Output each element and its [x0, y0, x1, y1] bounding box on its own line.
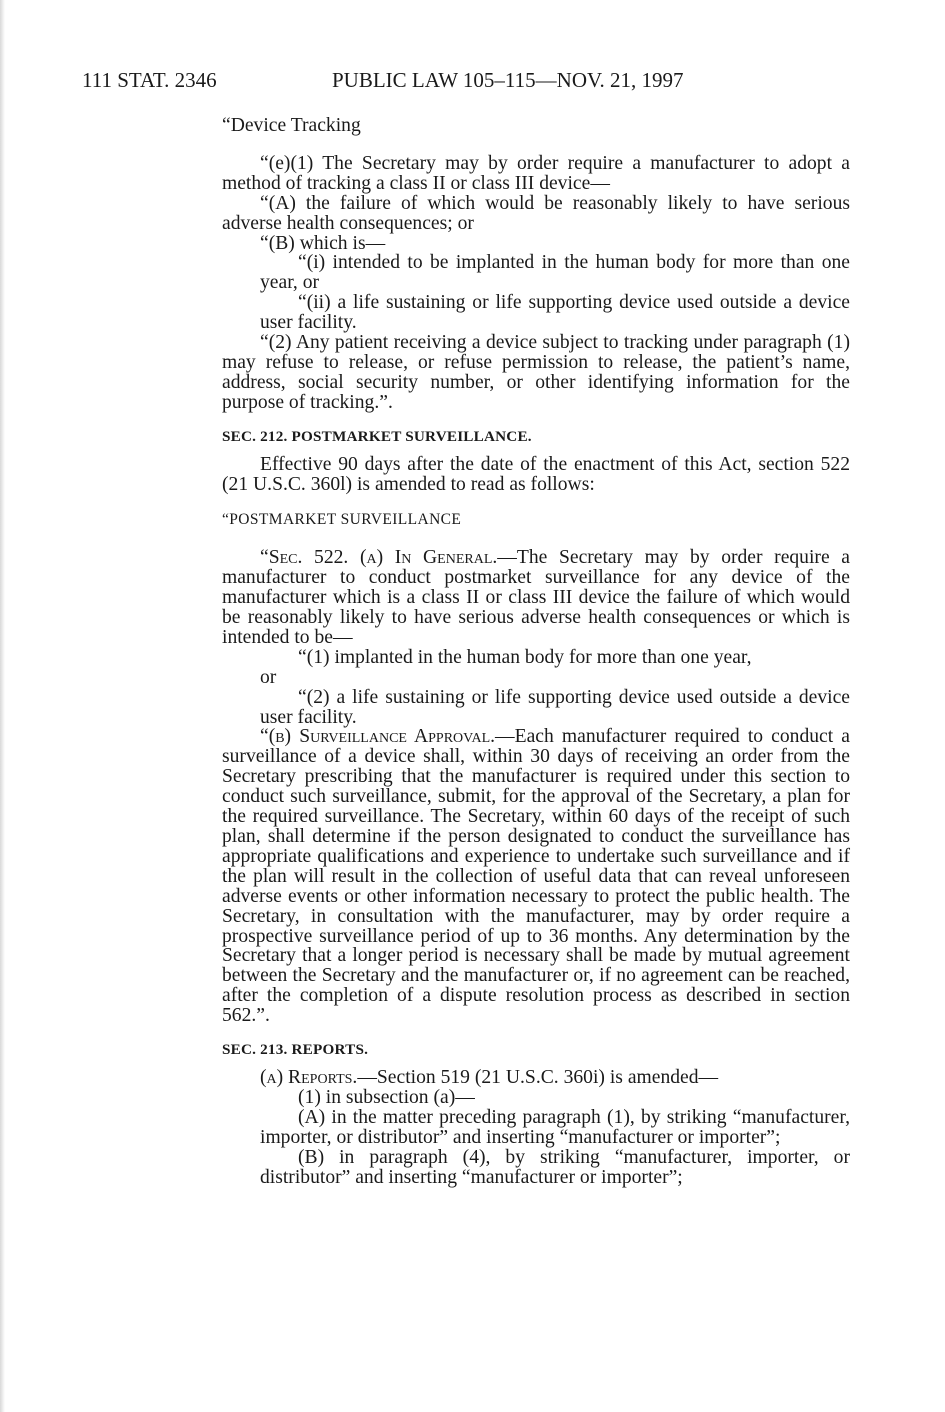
- sec-213-a-prefix: (a) Reports.: [260, 1066, 358, 1088]
- page-edge: [0, 0, 5, 1412]
- sec-522-b-text: —Each manufacturer required to conduct a surveillance of a device shall, within 30 days of receiving an order from the Secretary prescribing that the manufacturer is required under this section to conduct such surveillance, submit, for the approval of the Secretary, a plan for the required surveillance. The Secretary, within 60 days of the receipt of such plan, shall determine if the person designated to conduct the surveillance has appropriate qualifications and experience to undertake such surveillance and if the plan will result in the collection of useful data that can reveal unforeseen adverse events or other information necessary to protect the public health. The Secretary, in consultation with the manufacturer, may by order require a prospective surveillance period of up to 36 months. Any determination by the Secretary that a longer period is necessary shall be made by mutual agreement between the Secretary and the manufacturer or, if no agreement can be reached, after the completion of a dispute resolution process as described in section 562.”.: [222, 726, 851, 1027]
- sec-213-item-1: (1) in subsection (a)—: [298, 1086, 475, 1108]
- sec-522-paragraph-1: “(1) implanted in the human body for more than one year,: [298, 646, 752, 668]
- sec-212-intro: Effective 90 days after the date of the enactment of this Act, section 522 (21 U.S.C. 360l) is amended to read as follows:: [222, 453, 850, 495]
- public-law-citation: PUBLIC LAW 105–115—NOV. 21, 1997: [332, 68, 684, 92]
- paragraph-2: “(2) Any patient receiving a device subject to tracking under paragraph (1) may refuse to release, or refuse permission to release, the patient’s name, address, social security number, or other identifying information for the purpose of tracking.”.: [222, 332, 850, 413]
- statute-page-number: 111 STAT. 2346: [82, 68, 217, 92]
- sec-522-a-text: —The Secretary may by order require a manufacturer to conduct postmarket surveillance for any device of the manufacturer which is a class II or class III device the failure of which would be reasonably likely to have serious adverse health consequences or which is intended to be—: [222, 547, 850, 648]
- sec-522-b-prefix: “(b) Surveillance Approval.: [260, 726, 496, 748]
- paragraph-e1: “(e)(1) The Secretary may by order require a manufacturer to adopt a method of tracking a class II or class III device—: [222, 152, 850, 194]
- clause-i: “(i) intended to be implanted in the human body for more than one year, or: [260, 252, 850, 294]
- sec-522-subsection-a: [222, 548, 850, 648]
- sec-213-item-a: (A) in the matter preceding paragraph (1), by striking “manufacturer, importer, or distributor” and inserting “manufacturer or importer”;: [260, 1106, 850, 1148]
- sec-522-a-prefix: “Sec. 522. (a) In General.: [260, 547, 498, 569]
- sec-522-or: or: [260, 666, 277, 688]
- sec-213-a-text: —Section 519 (21 U.S.C. 360i) is amended—: [357, 1066, 719, 1088]
- running-header: [82, 68, 762, 98]
- subparagraph-a: “(A) the failure of which would be reasonably likely to have serious adverse health consequences; or: [222, 192, 850, 234]
- sec-213-heading: SEC. 213. REPORTS.: [222, 1041, 369, 1059]
- document-body: [222, 116, 850, 1187]
- postmarket-surveillance-title: “POSTMARKET SURVEILLANCE: [222, 511, 462, 529]
- subparagraph-b: “(B) which is—: [260, 232, 386, 254]
- sec-522-paragraph-2: “(2) a life sustaining or life supporting device used outside a device user facility.: [260, 686, 850, 728]
- device-tracking-title: “Device Tracking: [222, 115, 361, 136]
- clause-ii: “(ii) a life sustaining or life supporting device used outside a device user facility.: [260, 292, 850, 334]
- sec-213-item-b: (B) in paragraph (4), by striking “manufacturer, importer, or distributor” and inserting “manufacturer or importer”;: [260, 1146, 850, 1188]
- sec-212-heading: SEC. 212. POSTMARKET SURVEILLANCE.: [222, 427, 532, 445]
- sec-213-subsection-a: [222, 1068, 850, 1088]
- sec-522-subsection-b: [222, 727, 850, 1026]
